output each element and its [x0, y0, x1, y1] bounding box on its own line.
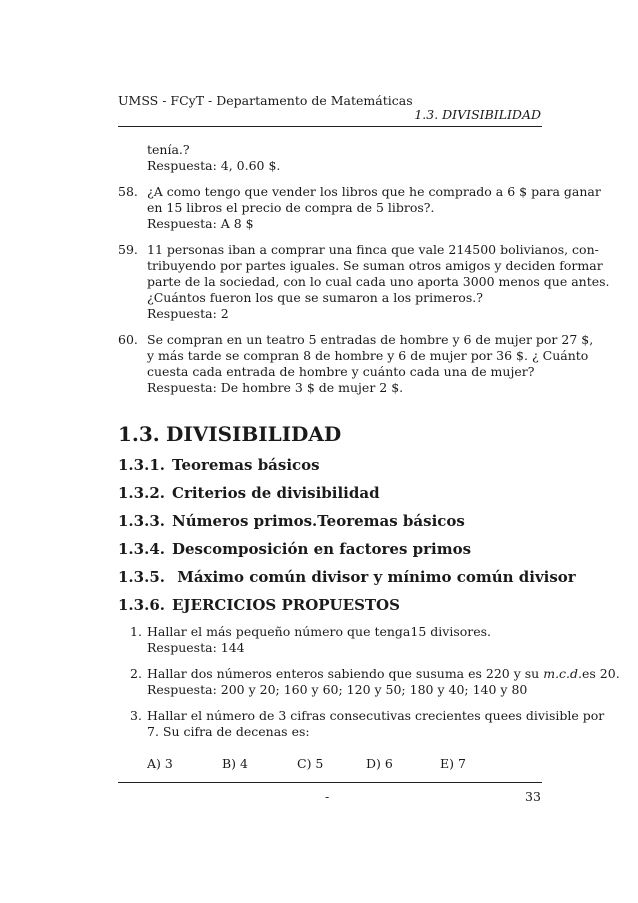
- problem-text-line: tribuyendo por partes iguales. Se suman otros amigos y deciden formar: [147, 258, 603, 273]
- subsection-title: Números primos.Teoremas básicos: [172, 512, 465, 530]
- exercise-text-line: Hallar el más pequeño número que tenga15 divisores.: [147, 624, 492, 639]
- footer-rule: [118, 782, 542, 783]
- subsection-title: Máximo común divisor y mínimo común divisor: [172, 568, 576, 586]
- exercise-number: 3.: [130, 708, 142, 723]
- subsection-title: Teoremas básicos: [172, 456, 320, 474]
- option-b: B) 4: [222, 756, 248, 771]
- exercise-answer: Respuesta: 144: [147, 640, 245, 655]
- prev-problem-answer: Respuesta: 4, 0.60 $.: [147, 158, 281, 173]
- exercise-text-line: [147, 666, 620, 682]
- option-e: E) 7: [440, 756, 466, 771]
- page-number: 33: [525, 789, 541, 804]
- exercise-number: 1.: [130, 624, 142, 639]
- exercise-text-line: 7. Su cifra de decenas es:: [147, 724, 310, 739]
- problem-number: 59.: [118, 242, 138, 257]
- subsection-title: EJERCICIOS PROPUESTOS: [172, 596, 400, 614]
- exercise-text-line: Hallar el número de 3 cifras consecutivas crecientes quees divisible por: [147, 708, 605, 723]
- problem-number: 60.: [118, 332, 138, 347]
- running-header-right: 1.3. DIVISIBILIDAD: [414, 107, 541, 122]
- problem-number: 58.: [118, 184, 138, 199]
- subsection-title: Descomposición en factores primos: [172, 540, 472, 558]
- exercise-text-fragment: Hallar dos números enteros sabiendo que susuma es 220 y su: [147, 666, 544, 681]
- section-number: 1.3.: [118, 422, 160, 446]
- running-header-left: UMSS - FCyT - Departamento de Matemáticas: [118, 93, 413, 108]
- subsection-number: 1.3.3.: [118, 512, 165, 530]
- header-rule: [118, 126, 542, 127]
- problem-answer: Respuesta: De hombre 3 $ de mujer 2 $.: [147, 380, 404, 395]
- problem-text-line: en 15 libros el precio de compra de 5 libros?.: [147, 200, 435, 215]
- problem-text-line: 11 personas iban a comprar una finca que vale 214500 bolivianos, con-: [147, 242, 599, 257]
- exercise-number: 2.: [130, 666, 142, 681]
- problem-answer: Respuesta: A 8 $: [147, 216, 254, 231]
- option-a: A) 3: [147, 756, 173, 771]
- problem-answer: Respuesta: 2: [147, 306, 229, 321]
- problem-text-line: Se compran en un teatro 5 entradas de hombre y 6 de mujer por 27 $,: [147, 332, 594, 347]
- subsection-number: 1.3.2.: [118, 484, 165, 502]
- exercise-answer: Respuesta: 200 y 20; 160 y 60; 120 y 50; 180 y 40; 140 y 80: [147, 682, 528, 697]
- section-title: DIVISIBILIDAD: [166, 422, 342, 446]
- math-expression: m.c.d.: [543, 666, 582, 681]
- subsection-title: Criterios de divisibilidad: [172, 484, 380, 502]
- problem-text-line: ¿A como tengo que vender los libros que he comprado a 6 $ para ganar: [147, 184, 601, 199]
- option-c: C) 5: [297, 756, 324, 771]
- exercise-text-fragment: es 20.: [582, 666, 620, 681]
- prev-problem-line: tenía.?: [147, 142, 190, 157]
- option-d: D) 6: [366, 756, 393, 771]
- subsection-number: 1.3.6.: [118, 596, 165, 614]
- problem-text-line: ¿Cuántos fueron los que se sumaron a los primeros.?: [147, 290, 483, 305]
- subsection-number: 1.3.1.: [118, 456, 165, 474]
- problem-text-line: y más tarde se compran 8 de hombre y 6 de mujer por 36 $. ¿ Cuánto: [147, 348, 589, 363]
- problem-text-line: parte de la sociedad, con lo cual cada uno aporta 3000 menos que antes.: [147, 274, 610, 289]
- subsection-number: 1.3.5.: [118, 568, 165, 586]
- footer-center: -: [325, 789, 330, 804]
- subsection-number: 1.3.4.: [118, 540, 165, 558]
- problem-text-line: cuesta cada entrada de hombre y cuánto cada una de mujer?: [147, 364, 535, 379]
